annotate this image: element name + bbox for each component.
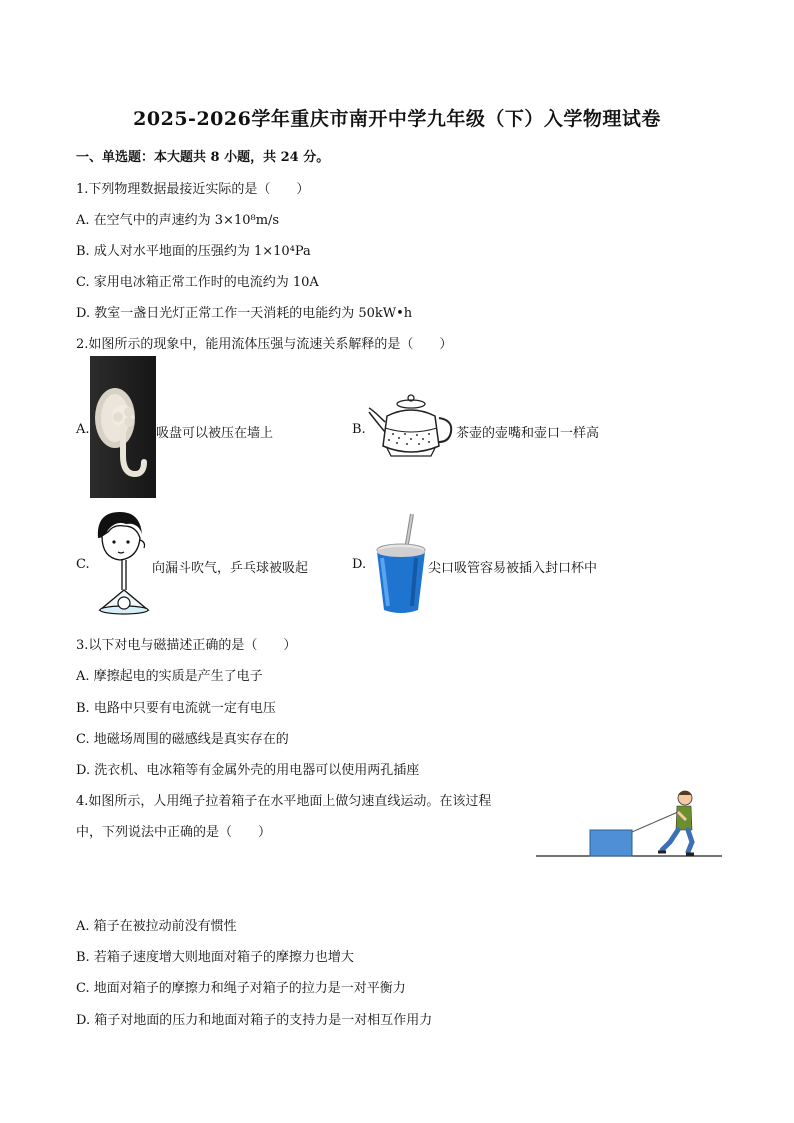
question-4-option-b: B. 若箱子速度增大则地面对箱子的摩擦力也增大 <box>76 950 354 965</box>
question-3-stem: 3.以下对电与磁描述正确的是（ ） <box>76 638 297 653</box>
question-1-stem: 1.下列物理数据最接近实际的是（ ） <box>76 182 310 197</box>
question-2-option-c-caption: 向漏斗吹气，乒乓球被吸起 <box>152 561 309 576</box>
question-2-option-c-letter: C. <box>76 557 90 572</box>
question-1-option-b: B. 成人对水平地面的压强约为 1×10⁴Pa <box>76 244 311 259</box>
question-4-stem-line-2: 中，下列说法中正确的是（ ） <box>76 825 272 840</box>
question-2-option-d-letter: D. <box>352 557 367 572</box>
question-1-option-a: A. 在空气中的声速约为 3×10⁸m/s <box>76 213 280 228</box>
section-heading: 一、单选题：本大题共 8 小题，共 24 分。 <box>76 150 330 165</box>
funnel-ping-pong-image <box>90 508 152 618</box>
question-1-option-c: C. 家用电冰箱正常工作时的电流约为 10A <box>76 275 319 290</box>
page-title: 2025-2026学年重庆市南开中学九年级（下）入学物理试卷 <box>133 108 661 130</box>
sealed-cup-straw-image <box>372 512 430 616</box>
question-2-option-d-caption: 尖口吸管容易被插入封口杯中 <box>428 561 598 576</box>
person-pulling-box-image <box>536 786 724 862</box>
question-4-stem-line-1: 4.如图所示，人用绳子拉着箱子在水平地面上做匀速直线运动。在该过程 <box>76 794 492 809</box>
question-1-option-d: D. 教室一盏日光灯正常工作一天消耗的电能约为 50kW•h <box>76 306 413 321</box>
question-4-option-c: C. 地面对箱子的摩擦力和绳子对箱子的拉力是一对平衡力 <box>76 981 406 996</box>
question-3-option-c: C. 地磁场周围的磁感线是真实存在的 <box>76 732 289 747</box>
question-3-option-a: A. 摩擦起电的实质是产生了电子 <box>76 669 263 684</box>
question-4-option-d: D. 箱子对地面的压力和地面对箱子的支持力是一对相互作用力 <box>76 1013 433 1028</box>
question-2-stem: 2.如图所示的现象中，能用流体压强与流速关系解释的是（ ） <box>76 337 453 352</box>
question-3-option-d: D. 洗衣机、电冰箱等有金属外壳的用电器可以使用两孔插座 <box>76 763 420 778</box>
teapot-image <box>367 390 455 462</box>
question-3-option-b: B. 电路中只要有电流就一定有电压 <box>76 701 276 716</box>
question-2-option-a-letter: A. <box>76 422 90 437</box>
suction-cup-hook-image <box>90 356 156 498</box>
question-2-option-b-caption: 茶壶的壶嘴和壶口一样高 <box>456 426 600 441</box>
question-2-option-b-letter: B. <box>352 422 366 437</box>
question-4-option-a: A. 箱子在被拉动前没有惯性 <box>76 919 237 934</box>
question-2-option-a-caption: 吸盘可以被压在墙上 <box>156 426 274 441</box>
